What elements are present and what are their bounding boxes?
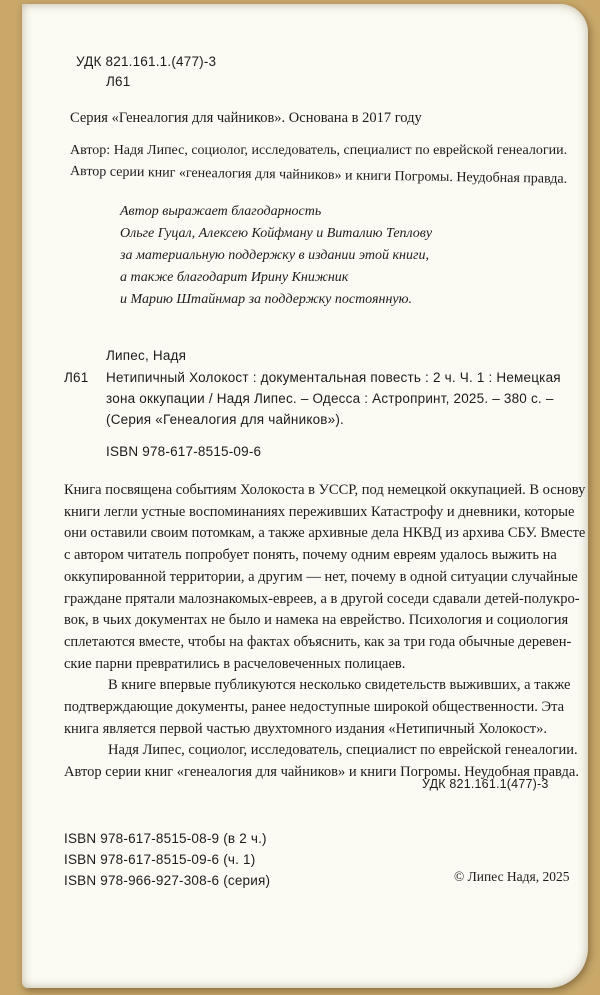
- annotation-line: вок, в чьих документах не было и намека на еврейство. Психология и социология: [64, 612, 569, 629]
- annotation-line: В книге впервые публикуются несколько свидетельств выживших, а также: [108, 677, 571, 694]
- annotation-line: граждане прятали малознакомых-евреев, а в другой соседи сдавали детей-полукро-: [64, 590, 580, 607]
- series-line: Серия «Генеалогия для чайников». Основана в 2017 году: [70, 110, 422, 126]
- acknowledgement-line: а также благодарит Ирину Книжник: [120, 270, 349, 285]
- author-mark: Л61: [106, 74, 131, 89]
- annotation-line: книги легли устные воспоминаниях переживших Катастрофу и дневники, которые: [64, 503, 575, 520]
- isbn-line: ISBN 978-966-927-308-6 (серия): [64, 873, 271, 888]
- annotation-line: Надя Липес, социолог, исследователь, специалист по еврейской генеалогии.: [108, 742, 578, 759]
- catalog-line: (Серия «Генеалогия для чайников»).: [106, 412, 345, 427]
- annotation-line: Книга посвящена событиям Холокоста в УССР, под немецкой оккупацией. В основу: [64, 482, 586, 498]
- udk-code: УДК 821.161.1.(477)-3: [76, 54, 217, 69]
- acknowledgement-line: за материальную поддержку в издании этой книги,: [120, 248, 429, 263]
- udk-bottom: УДК 821.161.1(477)-3: [422, 777, 549, 791]
- book-page: [22, 4, 588, 988]
- annotation-line: они оставили своим потомкам, а также архивные дела НКВД из архива СБУ. Вместе: [64, 525, 586, 542]
- isbn-line: ISBN 978-617-8515-09-6 (ч. 1): [64, 852, 256, 867]
- catalog-code: Л61: [64, 370, 89, 385]
- annotation-line: Автор серии книг «генеалогия для чайников» и книги Погромы. Неудобная правда.: [64, 764, 579, 781]
- acknowledgement-line: и Марию Штайнмар за поддержку постоянную.: [120, 292, 412, 307]
- annotation-line: оккупированной территории, а другим — нет, почему в одной ситуации случайные: [64, 568, 578, 585]
- catalog-isbn: ISBN 978-617-8515-09-6: [106, 444, 262, 459]
- catalog-author: Липес, Надя: [106, 348, 187, 363]
- annotation: [64, 480, 585, 784]
- catalog-line: Нетипичный Холокост : документальная повесть : 2 ч. Ч. 1 : Немецкая: [106, 370, 561, 385]
- author-line: Автор: Надя Липес, социолог, исследователь, специалист по еврейской генеалогии.: [70, 143, 568, 158]
- catalog-line: зона оккупации / Надя Липес. – Одесса : Астропринт, 2025. – 380 с. –: [106, 391, 554, 406]
- author-line: Автор серии книг «генеалогия для чайников» и книги Погромы. Неудобная правда.: [69, 164, 568, 187]
- annotation-line: сплетаются вместе, чтобы на фактах объяснить, как за три года обычные деревен-: [64, 633, 572, 650]
- annotation-line: подтверждающие документы, ранее недоступные широкой общественности. Эта: [64, 699, 565, 716]
- acknowledgement-line: Автор выражает благодарность: [120, 204, 322, 219]
- annotation-line: ские парни превратились в расчеловеченных полицаев.: [64, 655, 406, 672]
- acknowledgement-line: Ольге Гуцал, Алексею Койфману и Виталию Теплову: [120, 226, 433, 241]
- isbn-line: ISBN 978-617-8515-08-9 (в 2 ч.): [64, 831, 267, 846]
- copyright: © Липес Надя, 2025: [454, 869, 570, 884]
- annotation-line: книга является первой частью двухтомного издания «Нетипичный Холокост».: [64, 720, 547, 737]
- annotation-line: с автором читатель попробует понять, почему одним евреям удалось выжить на: [64, 547, 557, 564]
